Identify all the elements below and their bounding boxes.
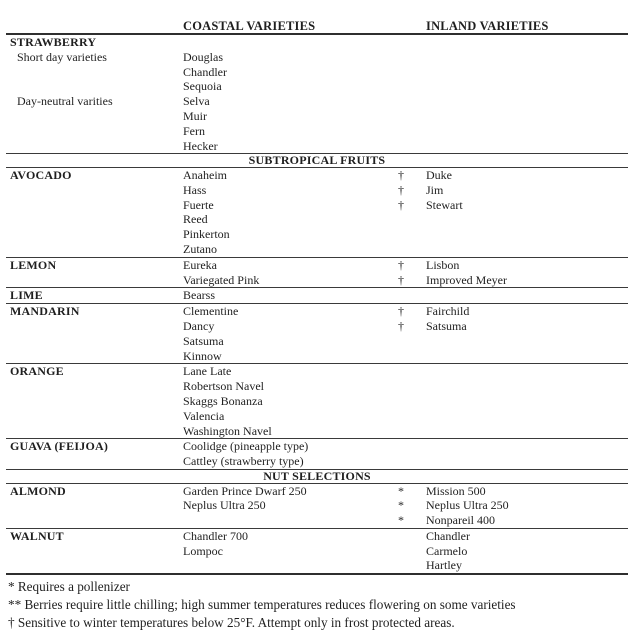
section-banner-nut-selections: NUT SELECTIONS [6, 469, 628, 484]
coastal-variety: Kinnow [183, 348, 222, 363]
spacer-cell [398, 379, 426, 394]
column-header-coastal: COASTAL VARIETIES [183, 19, 316, 33]
spacer-cell [426, 288, 628, 303]
table-row [6, 50, 628, 65]
spacer-cell [426, 349, 628, 364]
category-label-lemon: LEMON [10, 257, 57, 272]
spacer-cell [426, 364, 628, 379]
spacer-cell [398, 212, 426, 227]
inland-variety: Neplus Ultra 250 [426, 498, 509, 513]
spacer-cell [398, 394, 426, 409]
section-walnut [6, 528, 628, 575]
dagger-symbol: † [398, 318, 404, 333]
table-row [6, 409, 628, 424]
spacer-cell [6, 319, 183, 334]
spacer-cell [6, 212, 183, 227]
spacer-cell [426, 109, 628, 124]
coastal-variety: Robertson Navel [183, 379, 264, 394]
dagger-symbol: † [398, 257, 404, 272]
category-label-almond: ALMOND [10, 483, 66, 498]
table-row [6, 529, 628, 544]
inland-variety: Jim [426, 182, 444, 197]
table-row [6, 334, 628, 349]
inland-variety: Hartley [426, 558, 462, 573]
coastal-variety: Zutano [183, 241, 217, 256]
spacer-cell [6, 558, 183, 573]
section-avocado [6, 168, 628, 257]
inland-variety: Stewart [426, 197, 463, 212]
section-lemon [6, 257, 628, 288]
coastal-variety: Selva [183, 94, 210, 109]
section-lime [6, 287, 628, 303]
spacer-cell [426, 424, 628, 439]
table-row [6, 513, 628, 528]
section-almond [6, 484, 628, 528]
spacer-cell [6, 454, 183, 469]
category-label-orange: ORANGE [10, 364, 64, 379]
asterisk-symbol: * [398, 483, 404, 498]
table-row [6, 498, 628, 513]
table-row [6, 439, 628, 454]
spacer-cell [183, 513, 398, 528]
spacer-cell [426, 35, 628, 50]
coastal-variety: Eureka [183, 257, 217, 272]
spacer-cell [6, 273, 183, 288]
coastal-variety: Hass [183, 182, 207, 197]
coastal-variety: Fuerte [183, 197, 214, 212]
section-orange [6, 363, 628, 438]
column-header-row [6, 19, 628, 35]
coastal-variety: Chandler [183, 64, 227, 79]
inland-variety: Carmelo [426, 543, 468, 558]
spacer-cell [6, 349, 183, 364]
coastal-variety: Cattley (strawberry type) [183, 454, 304, 469]
table-row [6, 139, 628, 154]
spacer-cell [6, 79, 183, 94]
spacer-cell [6, 19, 183, 33]
subcategory-label: Short day varieties [17, 49, 107, 64]
spacer-cell [398, 409, 426, 424]
spacer-cell [6, 394, 183, 409]
coastal-variety: Variegated Pink [183, 272, 260, 287]
section-banner-subtropical-fruits: SUBTROPICAL FRUITS [6, 153, 628, 168]
spacer-cell [6, 242, 183, 257]
inland-variety: Satsuma [426, 318, 467, 333]
coastal-variety: Anaheim [183, 167, 227, 182]
spacer-cell [426, 334, 628, 349]
coastal-variety: Reed [183, 212, 208, 227]
dagger-symbol: † [398, 304, 404, 319]
spacer-cell [426, 454, 628, 469]
coastal-variety: Fern [183, 123, 205, 138]
table-row [6, 79, 628, 94]
spacer-cell [398, 242, 426, 257]
spacer-cell [426, 242, 628, 257]
table-row [6, 273, 628, 288]
table-row [6, 65, 628, 80]
coastal-variety: Bearss [183, 288, 215, 303]
spacer-cell [398, 65, 426, 80]
inland-variety: Improved Meyer [426, 272, 507, 287]
category-label-strawberry: STRAWBERRY [10, 35, 97, 49]
spacer-cell [426, 394, 628, 409]
inland-variety: Lisbon [426, 257, 460, 272]
dagger-symbol: † [398, 197, 404, 212]
footnotes [6, 575, 628, 632]
table-row [6, 558, 628, 573]
footnote-chilling: ** Berries require little chilling; high summer temperatures reduces flowering on some varieties [8, 597, 516, 613]
inland-variety: Duke [426, 167, 452, 182]
table-row [6, 394, 628, 409]
coastal-variety: Dancy [183, 318, 215, 333]
column-header-inland: INLAND VARIETIES [426, 19, 549, 33]
spacer-cell [398, 94, 426, 109]
footnote-frost: † Sensitive to winter temperatures below 25°F. Attempt only in frost protected areas. [8, 615, 455, 631]
asterisk-symbol: * [398, 498, 404, 513]
spacer-cell [398, 439, 426, 454]
spacer-cell [398, 424, 426, 439]
category-label-lime: LIME [10, 288, 43, 303]
subcategory-label: Day-neutral varities [17, 94, 113, 109]
spacer-cell [6, 183, 183, 198]
asterisk-symbol: * [398, 513, 404, 528]
coastal-variety: Pinkerton [183, 227, 230, 242]
spacer-cell [398, 109, 426, 124]
coastal-variety: Skaggs Bonanza [183, 393, 263, 408]
spacer-cell [6, 109, 183, 124]
table-row [6, 288, 628, 303]
spacer-cell [426, 124, 628, 139]
spacer-cell [426, 379, 628, 394]
table-row [6, 227, 628, 242]
table-row [6, 258, 628, 273]
coastal-variety: Satsuma [183, 333, 224, 348]
coastal-variety: Washington Navel [183, 423, 272, 438]
inland-variety: Chandler [426, 528, 470, 543]
dagger-symbol: † [398, 182, 404, 197]
category-label-avocado: AVOCADO [10, 167, 72, 182]
spacer-cell [398, 349, 426, 364]
spacer-cell [6, 498, 183, 513]
table-row [6, 424, 628, 439]
spacer-cell [426, 94, 628, 109]
spacer-cell [6, 65, 183, 80]
spacer-cell [398, 79, 426, 94]
dagger-symbol: † [398, 272, 404, 287]
table-row [6, 304, 628, 319]
table-row [6, 484, 628, 499]
spacer-cell [6, 424, 183, 439]
coastal-variety: Sequoia [183, 79, 222, 94]
table-row [6, 35, 628, 50]
spacer-cell [6, 409, 183, 424]
coastal-variety: Muir [183, 108, 207, 123]
inland-variety: Fairchild [426, 304, 470, 319]
spacer-cell [398, 529, 426, 544]
spacer-cell [426, 227, 628, 242]
footnote-pollenizer: * Requires a pollenizer [8, 579, 130, 595]
spacer-cell [398, 35, 426, 50]
spacer-cell [398, 19, 426, 33]
spacer-cell [398, 288, 426, 303]
category-label-mandarin: MANDARIN [10, 304, 80, 319]
spacer-cell [398, 227, 426, 242]
category-label-guava: GUAVA (FEIJOA) [10, 439, 109, 454]
table-row [6, 183, 628, 198]
spacer-cell [398, 544, 426, 559]
table-row [6, 454, 628, 469]
coastal-variety: Garden Prince Dwarf 250 [183, 483, 307, 498]
table-row [6, 364, 628, 379]
table-row [6, 94, 628, 109]
section-strawberry [6, 35, 628, 153]
table-row [6, 544, 628, 559]
coastal-variety: Clementine [183, 304, 239, 319]
spacer-cell [6, 544, 183, 559]
spacer-cell [398, 50, 426, 65]
spacer-cell [398, 334, 426, 349]
table-row [6, 319, 628, 334]
spacer-cell [426, 439, 628, 454]
table-row [6, 379, 628, 394]
spacer-cell [6, 334, 183, 349]
spacer-cell [426, 139, 628, 154]
spacer-cell [6, 227, 183, 242]
coastal-variety: Lane Late [183, 364, 232, 379]
spacer-cell [426, 409, 628, 424]
spacer-cell [398, 454, 426, 469]
table-row [6, 198, 628, 213]
coastal-variety: Valencia [183, 408, 225, 423]
inland-variety: Nonpareil 400 [426, 513, 495, 528]
section-mandarin [6, 303, 628, 363]
category-label-walnut: WALNUT [10, 528, 64, 543]
coastal-variety: Lompoc [183, 543, 223, 558]
section-guava [6, 438, 628, 469]
table-row [6, 124, 628, 139]
dagger-symbol: † [398, 167, 404, 182]
spacer-cell [426, 79, 628, 94]
spacer-cell [183, 35, 398, 50]
table-row [6, 349, 628, 364]
coastal-variety: Coolidge (pineapple type) [183, 439, 309, 454]
inland-variety: Mission 500 [426, 483, 486, 498]
spacer-cell [426, 212, 628, 227]
table-row [6, 242, 628, 257]
spacer-cell [6, 513, 183, 528]
spacer-cell [426, 65, 628, 80]
table-row [6, 109, 628, 124]
spacer-cell [398, 558, 426, 573]
coastal-variety: Chandler 700 [183, 528, 248, 543]
spacer-cell [6, 198, 183, 213]
spacer-cell [426, 50, 628, 65]
coastal-variety: Hecker [183, 138, 218, 153]
spacer-cell [6, 124, 183, 139]
table-row [6, 168, 628, 183]
spacer-cell [6, 379, 183, 394]
spacer-cell [398, 124, 426, 139]
spacer-cell [6, 139, 183, 154]
spacer-cell [398, 364, 426, 379]
spacer-cell [183, 558, 398, 573]
spacer-cell [398, 139, 426, 154]
coastal-variety: Neplus Ultra 250 [183, 498, 266, 513]
table-row [6, 212, 628, 227]
coastal-variety: Douglas [183, 49, 223, 64]
